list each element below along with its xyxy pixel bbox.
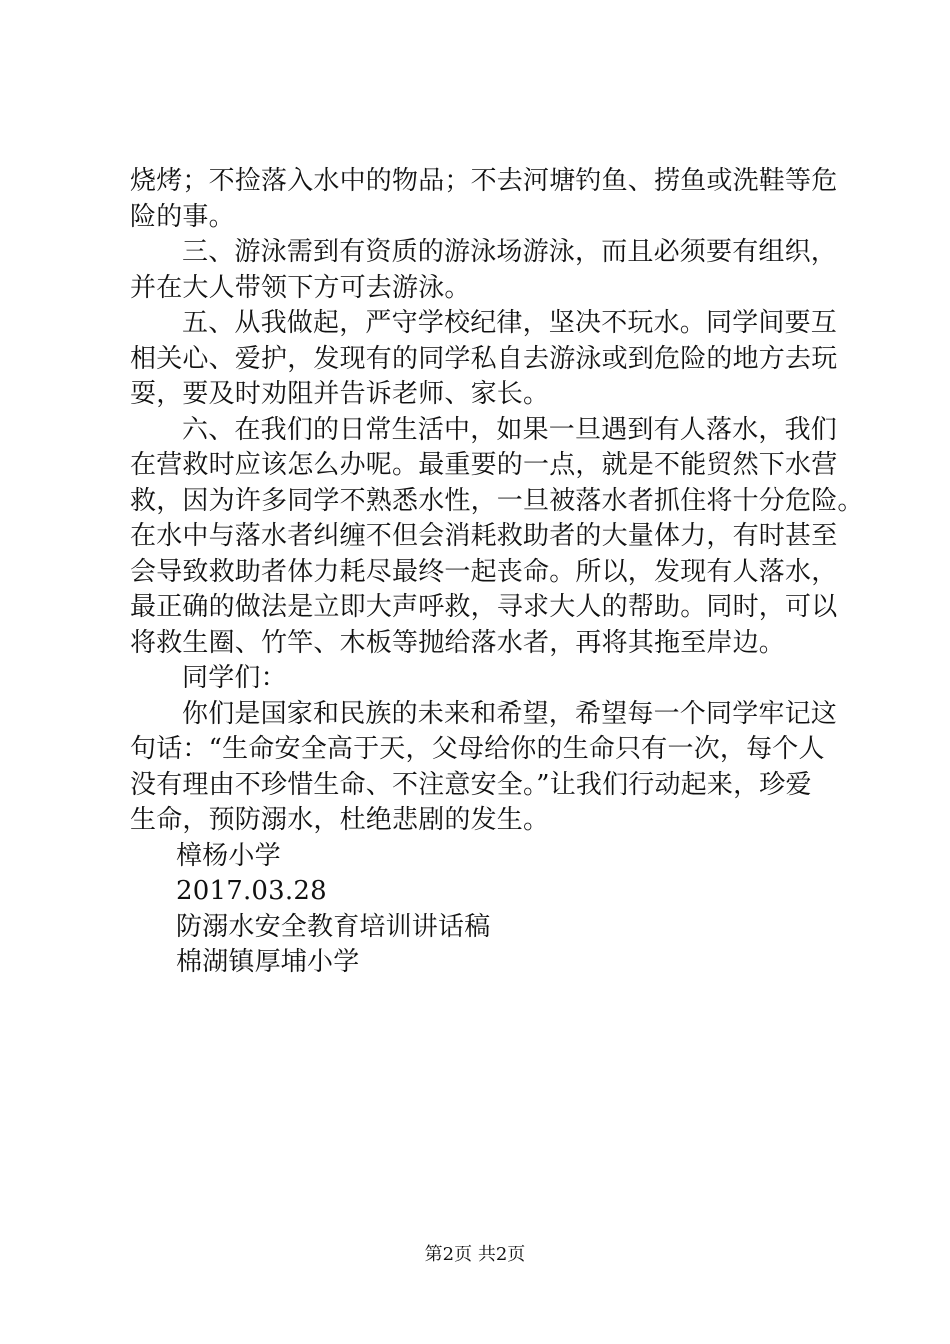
body-line: 耍，要及时劝阻并告诉老师、家长。 [130,379,550,409]
salutation-line: 同学们： [182,663,287,693]
body-line: 将救生圈、竹竿、木板等抛给落水者，再将其拖至岸边。 [130,627,786,658]
paragraph-start-line: 你们是国家和民族的未来和希望，希望每一个同学牢记这 [182,698,838,729]
body-line: 会导致救助者体力耗尽最终一起丧命。所以，发现有人落水， [130,556,838,587]
body-line: 相关心、爱护，发现有的同学私自去游泳或到危险的地方去玩 [130,343,838,374]
document-body [130,164,864,981]
body-line: 生命，预防溺水，杜绝悲剧的发生。 [130,805,550,835]
school-name-line: 棉湖镇厚埔小学 [176,947,360,977]
document-title-line: 防溺水安全教育培训讲话稿 [176,911,491,942]
body-line: 最正确的做法是立即大声呼救，寻求大人的帮助。同时，可以 [130,592,838,622]
body-line: 句话：“生命安全高于天，父母给你的生命只有一次，每个人 [130,734,825,764]
paragraph-start-line: 五、从我做起，严守学校纪律，坚决不玩水。同学间要互 [182,308,838,338]
body-line: 烧烤；不捡落入水中的物品；不去河塘钓鱼、捞鱼或洗鞋等危 [130,166,838,196]
body-line: 在营救时应该怎么办呢。最重要的一点，就是不能贸然下水营 [130,450,838,480]
paragraph-start-line: 三、游泳需到有资质的游泳场游泳，而且必须要有组织， [182,237,838,267]
paragraph-start-line: 六、在我们的日常生活中，如果一旦遇到有人落水，我们 [182,414,838,445]
body-line: 并在大人带领下方可去游泳。 [130,272,471,303]
signature-date: 2017.03.28 [176,876,327,906]
body-line: 险的事。 [130,201,235,232]
signature-school: 樟杨小学 [176,840,281,871]
body-line: 在水中与落水者纠缠不但会消耗救助者的大量体力，有时甚至 [130,521,838,551]
page-number-footer: 第2页 共2页 [424,1244,526,1265]
body-line: 没有理由不珍惜生命、不注意安全。”让我们行动起来，珍爱 [130,769,812,800]
body-line: 救，因为许多同学不熟悉水性，一旦被落水者抓住将十分危险。 [130,485,864,516]
